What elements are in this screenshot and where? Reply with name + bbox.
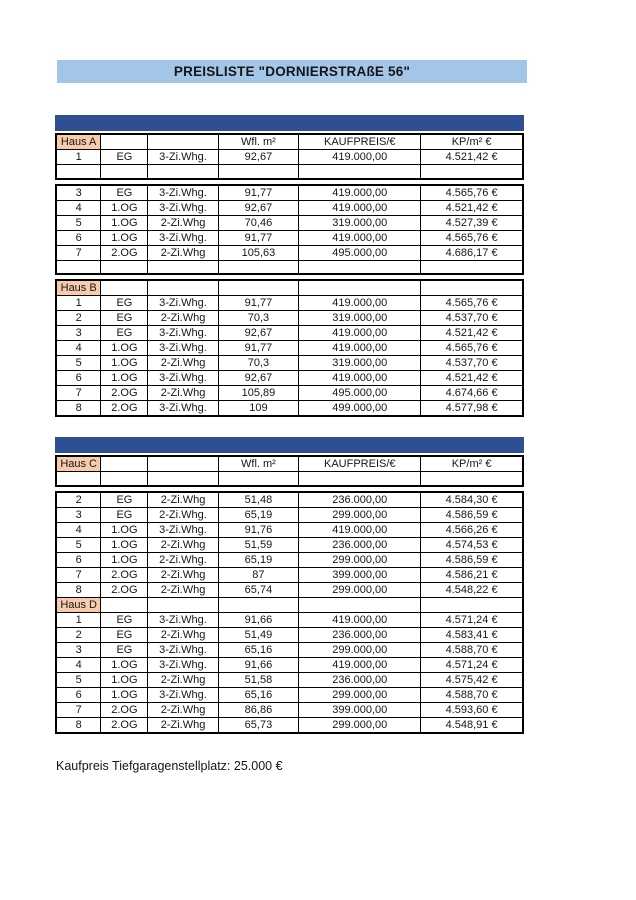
- cell: 299.000,00: [299, 687, 421, 702]
- cell: EG: [101, 311, 148, 326]
- cell: 51,49: [218, 627, 299, 642]
- cell: 70,46: [218, 215, 299, 230]
- cell: 1.OG: [101, 200, 148, 215]
- cell: 4.548,91 €: [421, 717, 523, 733]
- cell: 3: [56, 642, 101, 657]
- cell: 2-Zi.Whg: [148, 582, 218, 597]
- table-row: [56, 150, 523, 165]
- cell: 419.000,00: [299, 230, 421, 245]
- cell: 4: [56, 657, 101, 672]
- cell: Wfl. m²: [218, 134, 299, 150]
- cell: 2-Zi.Whg.: [148, 552, 218, 567]
- cell: [218, 472, 299, 486]
- cell: 2-Zi.Whg: [148, 702, 218, 717]
- cell: [218, 597, 299, 612]
- cell: 419.000,00: [299, 296, 421, 311]
- section-header-row: [56, 597, 523, 612]
- cell: 1: [56, 296, 101, 311]
- cell: [148, 472, 218, 486]
- cell: 3-Zi.Whg.: [148, 326, 218, 341]
- cell: 419.000,00: [299, 657, 421, 672]
- cell: EG: [101, 612, 148, 627]
- cell: 8: [56, 717, 101, 733]
- section-header-row: [56, 456, 523, 472]
- cell: [421, 260, 523, 274]
- cell: EG: [101, 185, 148, 201]
- cell: 419.000,00: [299, 522, 421, 537]
- cell: 1.OG: [101, 552, 148, 567]
- cell: 105,89: [218, 386, 299, 401]
- cell: KP/m² €: [421, 456, 523, 472]
- cell: 1: [56, 612, 101, 627]
- cell: 4.575,42 €: [421, 672, 523, 687]
- cell: KAUFPREIS/€: [299, 456, 421, 472]
- cell: EG: [101, 642, 148, 657]
- cell: 236.000,00: [299, 492, 421, 508]
- cell: 65,74: [218, 582, 299, 597]
- table-row: [56, 296, 523, 311]
- cell: 2-Zi.Whg: [148, 537, 218, 552]
- cell: 4.593,60 €: [421, 702, 523, 717]
- cell: [101, 597, 148, 612]
- cell: 4.565,76 €: [421, 296, 523, 311]
- cell: [101, 280, 148, 296]
- cell: 4.566,26 €: [421, 522, 523, 537]
- cell: 6: [56, 371, 101, 386]
- cell: [148, 280, 218, 296]
- cell: 2: [56, 627, 101, 642]
- cell: EG: [101, 507, 148, 522]
- cell: 399.000,00: [299, 702, 421, 717]
- table-row: [56, 492, 523, 508]
- cell: 8: [56, 401, 101, 417]
- table-row: [56, 230, 523, 245]
- table-row: [56, 642, 523, 657]
- table-row: [56, 326, 523, 341]
- cell: KP/m² €: [421, 134, 523, 150]
- table-row: [56, 627, 523, 642]
- cell: 3-Zi.Whg.: [148, 642, 218, 657]
- cell: 5: [56, 356, 101, 371]
- cell: 8: [56, 582, 101, 597]
- cell: 65,16: [218, 642, 299, 657]
- cell: [101, 134, 148, 150]
- table-row: [56, 582, 523, 597]
- cell: 105,63: [218, 245, 299, 260]
- cell: 1.OG: [101, 356, 148, 371]
- cell: 3-Zi.Whg.: [148, 185, 218, 201]
- table-header-bar: [55, 115, 524, 131]
- cell: 4.537,70 €: [421, 311, 523, 326]
- cell: [421, 472, 523, 486]
- cell: 6: [56, 687, 101, 702]
- cell: [299, 280, 421, 296]
- cell: 65,73: [218, 717, 299, 733]
- cell: 4: [56, 522, 101, 537]
- cell: 3-Zi.Whg.: [148, 341, 218, 356]
- cell: 65,16: [218, 687, 299, 702]
- cell: 4.565,76 €: [421, 341, 523, 356]
- price-table-segment: [55, 491, 524, 734]
- cell: 91,77: [218, 185, 299, 201]
- table-row: [56, 702, 523, 717]
- cell: 319.000,00: [299, 311, 421, 326]
- cell: [101, 456, 148, 472]
- cell: [56, 472, 101, 486]
- cell: 91,76: [218, 522, 299, 537]
- table-row: [56, 537, 523, 552]
- cell: 1.OG: [101, 230, 148, 245]
- cell: 1.OG: [101, 522, 148, 537]
- cell: 1.OG: [101, 371, 148, 386]
- cell: 2-Zi.Whg: [148, 311, 218, 326]
- table-row: [56, 200, 523, 215]
- cell: 70,3: [218, 356, 299, 371]
- price-table-haus-c-d: [55, 437, 524, 738]
- price-table-segment: [55, 455, 524, 487]
- table-row: [56, 215, 523, 230]
- cell: [218, 260, 299, 274]
- table-row: [56, 341, 523, 356]
- title-banner: [57, 60, 527, 83]
- cell: 87: [218, 567, 299, 582]
- cell: [218, 280, 299, 296]
- cell: 92,67: [218, 200, 299, 215]
- cell: 4.586,59 €: [421, 507, 523, 522]
- cell: 3-Zi.Whg.: [148, 612, 218, 627]
- cell: 51,58: [218, 672, 299, 687]
- cell: [101, 472, 148, 486]
- cell: 92,67: [218, 150, 299, 165]
- cell: EG: [101, 296, 148, 311]
- cell: 236.000,00: [299, 627, 421, 642]
- cell: 299.000,00: [299, 582, 421, 597]
- cell: [299, 597, 421, 612]
- cell: 2.OG: [101, 567, 148, 582]
- cell: 2: [56, 311, 101, 326]
- cell: 399.000,00: [299, 567, 421, 582]
- cell: 236.000,00: [299, 672, 421, 687]
- cell: 3-Zi.Whg.: [148, 522, 218, 537]
- cell: 2: [56, 492, 101, 508]
- cell: 319.000,00: [299, 215, 421, 230]
- cell: 236.000,00: [299, 537, 421, 552]
- cell: 2-Zi.Whg: [148, 627, 218, 642]
- cell: 2-Zi.Whg: [148, 567, 218, 582]
- cell: 4.565,76 €: [421, 185, 523, 201]
- cell: 2.OG: [101, 386, 148, 401]
- cell: 5: [56, 537, 101, 552]
- cell: 1.OG: [101, 341, 148, 356]
- section-header-row: [56, 134, 523, 150]
- table-row: [56, 245, 523, 260]
- cell: [421, 280, 523, 296]
- cell: 2-Zi.Whg.: [148, 507, 218, 522]
- cell: [148, 456, 218, 472]
- cell: 4.583,41 €: [421, 627, 523, 642]
- cell: 1.OG: [101, 657, 148, 672]
- cell: 2-Zi.Whg: [148, 356, 218, 371]
- cell: 4: [56, 200, 101, 215]
- cell: 499.000,00: [299, 401, 421, 417]
- page-title: PREISLISTE "DORNIERSTRAßE 56": [173, 64, 411, 79]
- cell: 3-Zi.Whg.: [148, 401, 218, 417]
- cell: 4.521,42 €: [421, 371, 523, 386]
- table-row: [56, 311, 523, 326]
- table-row: [56, 552, 523, 567]
- cell: 3-Zi.Whg.: [148, 200, 218, 215]
- cell: 5: [56, 672, 101, 687]
- section-header-row: [56, 280, 523, 296]
- cell: [299, 260, 421, 274]
- cell: 4.588,70 €: [421, 642, 523, 657]
- table-row: [56, 687, 523, 702]
- cell: EG: [101, 627, 148, 642]
- table-row: [56, 657, 523, 672]
- cell: 86,86: [218, 702, 299, 717]
- cell: [148, 597, 218, 612]
- cell: 4.588,70 €: [421, 687, 523, 702]
- cell: 495.000,00: [299, 386, 421, 401]
- cell: 4.537,70 €: [421, 356, 523, 371]
- table-row: [56, 507, 523, 522]
- price-table-segment: [55, 279, 524, 417]
- cell: 5: [56, 215, 101, 230]
- cell: 51,48: [218, 492, 299, 508]
- cell: 4.571,24 €: [421, 657, 523, 672]
- table-row: [56, 672, 523, 687]
- cell: [148, 134, 218, 150]
- cell: 1.OG: [101, 687, 148, 702]
- cell: 51,59: [218, 537, 299, 552]
- cell: 299.000,00: [299, 552, 421, 567]
- cell: 3: [56, 185, 101, 201]
- cell: 3-Zi.Whg.: [148, 150, 218, 165]
- cell: 7: [56, 702, 101, 717]
- price-table-segment: [55, 133, 524, 180]
- cell: 109: [218, 401, 299, 417]
- cell: EG: [101, 492, 148, 508]
- cell: [299, 165, 421, 179]
- table-row: [56, 386, 523, 401]
- cell: 91,66: [218, 657, 299, 672]
- cell: 70,3: [218, 311, 299, 326]
- cell: 299.000,00: [299, 642, 421, 657]
- cell: 4.527,39 €: [421, 215, 523, 230]
- cell: 4.521,42 €: [421, 326, 523, 341]
- cell: [56, 260, 101, 274]
- cell: 4.565,76 €: [421, 230, 523, 245]
- cell: 91,77: [218, 230, 299, 245]
- cell: 65,19: [218, 507, 299, 522]
- cell: 4.674,66 €: [421, 386, 523, 401]
- footer-note: Kaufpreis Tiefgaragenstellplatz: 25.000 €: [56, 759, 283, 773]
- cell: 4.586,59 €: [421, 552, 523, 567]
- cell: 419.000,00: [299, 200, 421, 215]
- table-row: [56, 185, 523, 201]
- cell: 7: [56, 567, 101, 582]
- cell: KAUFPREIS/€: [299, 134, 421, 150]
- cell: 6: [56, 230, 101, 245]
- cell: 92,67: [218, 371, 299, 386]
- haus-label-cell: Haus D: [56, 597, 101, 612]
- cell: 2-Zi.Whg: [148, 717, 218, 733]
- cell: 419.000,00: [299, 150, 421, 165]
- cell: 299.000,00: [299, 717, 421, 733]
- cell: [101, 260, 148, 274]
- table-row: [56, 371, 523, 386]
- haus-label-cell: Haus B: [56, 280, 101, 296]
- cell: 3-Zi.Whg.: [148, 371, 218, 386]
- cell: 2.OG: [101, 702, 148, 717]
- cell: 2.OG: [101, 245, 148, 260]
- cell: 3-Zi.Whg.: [148, 296, 218, 311]
- cell: 419.000,00: [299, 371, 421, 386]
- cell: 91,77: [218, 296, 299, 311]
- cell: 299.000,00: [299, 507, 421, 522]
- cell: 1.OG: [101, 537, 148, 552]
- empty-row: [56, 165, 523, 179]
- cell: 4.521,42 €: [421, 200, 523, 215]
- cell: 4.586,21 €: [421, 567, 523, 582]
- cell: 419.000,00: [299, 326, 421, 341]
- cell: 1.OG: [101, 672, 148, 687]
- table-row: [56, 567, 523, 582]
- cell: 3: [56, 326, 101, 341]
- table-header-bar: [55, 437, 524, 453]
- cell: 65,19: [218, 552, 299, 567]
- empty-row: [56, 260, 523, 274]
- cell: 4.574,53 €: [421, 537, 523, 552]
- cell: 3: [56, 507, 101, 522]
- empty-row: [56, 472, 523, 486]
- price-table-haus-a-b: [55, 115, 524, 421]
- cell: 2.OG: [101, 401, 148, 417]
- cell: 319.000,00: [299, 356, 421, 371]
- table-row: [56, 401, 523, 417]
- table-row: [56, 612, 523, 627]
- cell: 1.OG: [101, 215, 148, 230]
- cell: EG: [101, 150, 148, 165]
- cell: 4.548,22 €: [421, 582, 523, 597]
- cell: 4.577,98 €: [421, 401, 523, 417]
- cell: 2-Zi.Whg: [148, 245, 218, 260]
- cell: [421, 165, 523, 179]
- cell: 419.000,00: [299, 341, 421, 356]
- cell: [148, 165, 218, 179]
- cell: 4.571,24 €: [421, 612, 523, 627]
- table-row: [56, 522, 523, 537]
- cell: [101, 165, 148, 179]
- cell: [56, 165, 101, 179]
- cell: 1: [56, 150, 101, 165]
- cell: 2-Zi.Whg: [148, 492, 218, 508]
- cell: 495.000,00: [299, 245, 421, 260]
- cell: 91,66: [218, 612, 299, 627]
- cell: 4: [56, 341, 101, 356]
- cell: 7: [56, 245, 101, 260]
- cell: 2-Zi.Whg: [148, 386, 218, 401]
- cell: 3-Zi.Whg.: [148, 230, 218, 245]
- cell: 4.584,30 €: [421, 492, 523, 508]
- table-row: [56, 717, 523, 733]
- cell: 4.686,17 €: [421, 245, 523, 260]
- cell: 92,67: [218, 326, 299, 341]
- haus-label-cell: Haus C: [56, 456, 101, 472]
- cell: 2-Zi.Whg: [148, 672, 218, 687]
- cell: 6: [56, 552, 101, 567]
- cell: [299, 472, 421, 486]
- cell: Wfl. m²: [218, 456, 299, 472]
- cell: 3-Zi.Whg.: [148, 657, 218, 672]
- cell: 2.OG: [101, 582, 148, 597]
- cell: 7: [56, 386, 101, 401]
- cell: 2-Zi.Whg: [148, 215, 218, 230]
- table-row: [56, 356, 523, 371]
- cell: EG: [101, 326, 148, 341]
- cell: [421, 597, 523, 612]
- cell: 419.000,00: [299, 612, 421, 627]
- haus-label-cell: Haus A: [56, 134, 101, 150]
- cell: 2.OG: [101, 717, 148, 733]
- cell: 4.521,42 €: [421, 150, 523, 165]
- cell: 419.000,00: [299, 185, 421, 201]
- cell: 91,77: [218, 341, 299, 356]
- cell: [218, 165, 299, 179]
- cell: 3-Zi.Whg.: [148, 687, 218, 702]
- cell: [148, 260, 218, 274]
- price-table-segment: [55, 184, 524, 276]
